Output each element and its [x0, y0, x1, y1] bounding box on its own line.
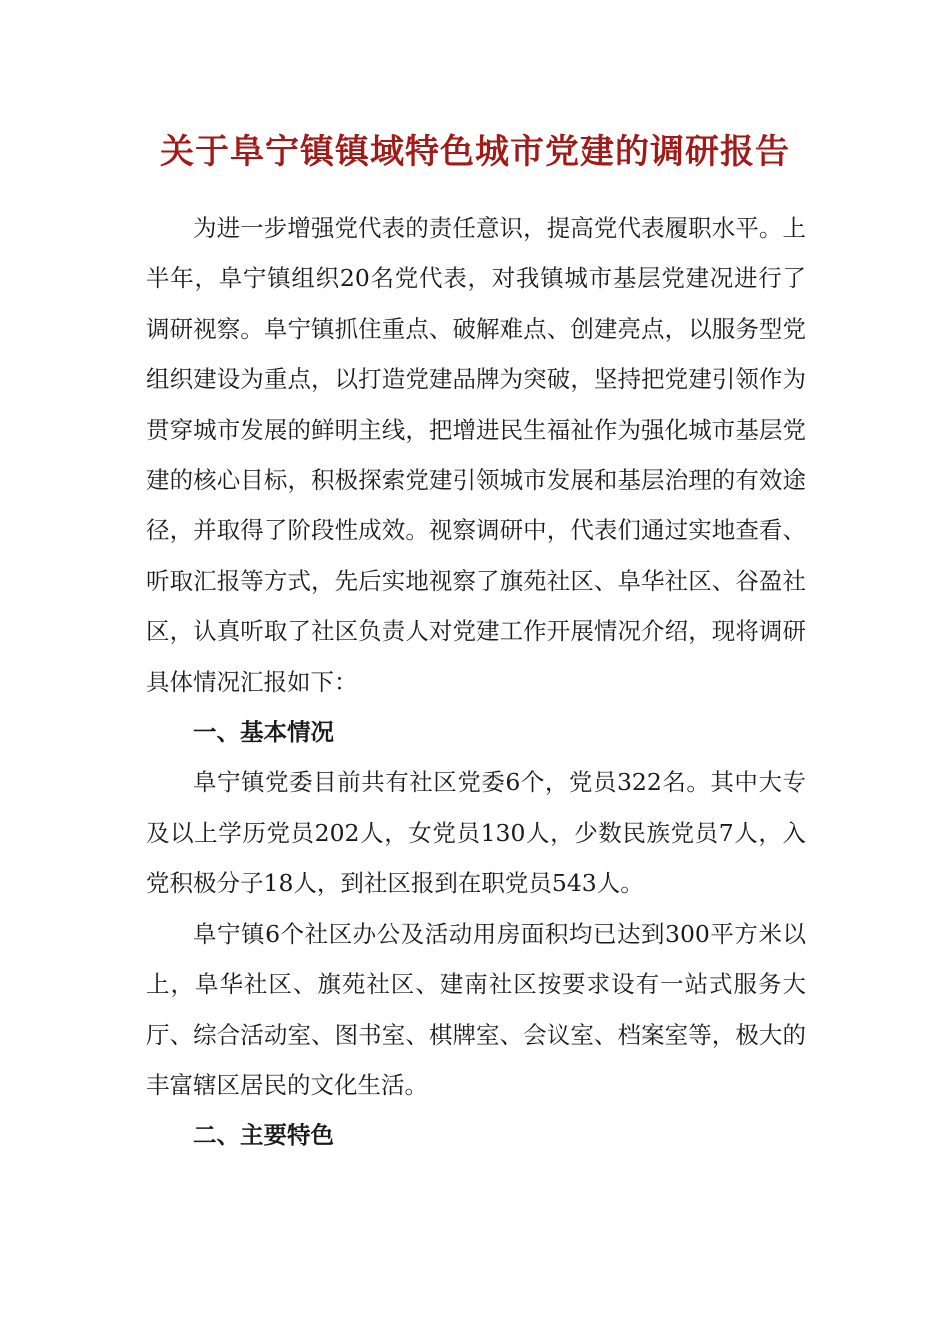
section-heading-main-features: 二、主要特色 — [193, 1121, 334, 1150]
intro-paragraph: 为进一步增强党代表的责任意识，提高党代表履职水平。上半年，阜宁镇组织20名党代表，对我镇城市基层党建况进行了调研视察。阜宁镇抓住重点、破解难点、创建亮点，以服务型党组织建设为重点，以打造党建品牌为突破，坚持把党建引领作为贯穿城市发展的鲜明主线，把增进民生福祉作为强化城市基层党建的核心目标，积极探索党建引领城市发展和基层治理的有效途径，并取得了阶段性成效。视察调研中，代表们通过实地查看、听取汇报等方式，先后实地视察了旗苑社区、阜华社区、谷盈社区，认真听取了社区负责人对党建工作开展情况介绍，现将调研具体情况汇报如下： — [146, 214, 806, 696]
document-title: 关于阜宁镇镇域特色城市党建的调研报告 — [160, 132, 790, 172]
section-heading-basic-info: 一、基本情况 — [193, 718, 334, 747]
document-body — [146, 203, 806, 1161]
basic-info-paragraph-1: 阜宁镇党委目前共有社区党委6个，党员322名。其中大专及以上学历党员202人，女党员130人，少数民族党员7人，入党积极分子18人，到社区报到在职党员543人。 — [146, 768, 806, 898]
basic-info-paragraph-2: 阜宁镇6个社区办公及活动用房面积均已达到300平方米以上，阜华社区、旗苑社区、建南社区按要求设有一站式服务大厅、综合活动室、图书室、棋牌室、会议室、档案室等，极大的丰富辖区居民的文化生活。 — [146, 919, 806, 1099]
